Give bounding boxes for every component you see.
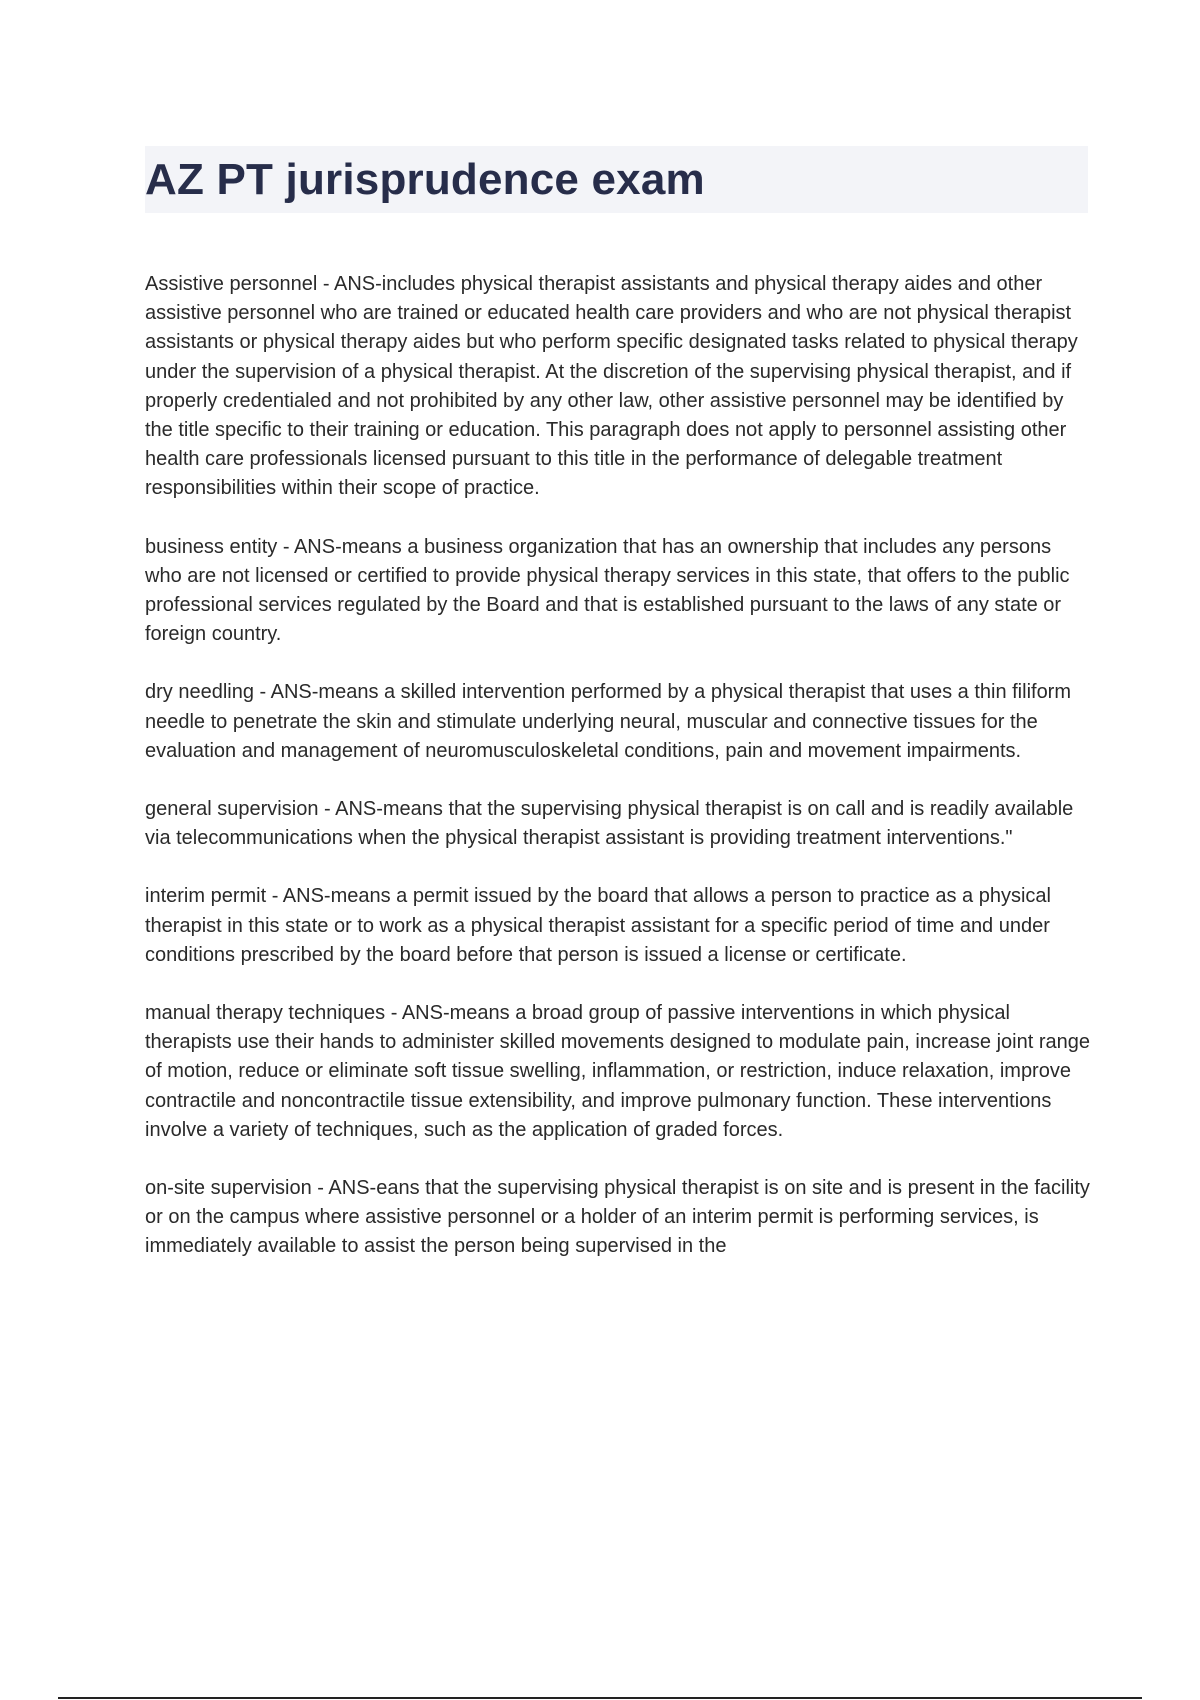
page-title: AZ PT jurisprudence exam xyxy=(145,155,705,204)
definition-on-site-supervision: on-site supervision - ANS-eans that the supervising physical therapist is on site and is present in the facility or on the campus where assistive personnel or a holder of an interim permit is performing services, is immediately available to assist the person being supervised in the xyxy=(145,1177,1090,1258)
definition-general-supervision: general supervision - ANS-means that the supervising physical therapist is on call and is readily available via telecommunications when the physical therapist assistant is providing treatment interventions." xyxy=(145,798,1074,850)
definition-business-entity: business entity - ANS-means a business organization that has an ownership that includes any persons who are not licensed or certified to provide physical therapy services in this state, that offers to the public professional services regulated by the Board and that is established pursuant to the laws of any state or foreign country. xyxy=(145,535,1070,646)
page-bottom-divider xyxy=(58,1697,1142,1699)
definition-list xyxy=(145,270,1090,1291)
definition-dry-needling: dry needling - ANS-means a skilled intervention performed by a physical therapist that uses a thin filiform needle to penetrate the skin and stimulate underlying neural, muscular and connective tissues for the evaluation and management of neuromusculoskeletal conditions, pain and movement impairments. xyxy=(145,681,1072,762)
definition-manual-therapy-techniques: manual therapy techniques - ANS-means a broad group of passive interventions in which physical therapists use their hands to administer skilled movements designed to modulate pain, increase joint range of motion, reduce or eliminate soft tissue swelling, inflammation, or restriction, induce relaxation, improve contractile and noncontractile tissue extensibility, and improve pulmonary function. These interventions involve a variety of techniques, such as the application of graded forces. xyxy=(145,1002,1090,1141)
definition-interim-permit: interim permit - ANS-means a permit issued by the board that allows a person to practice as a physical therapist in this state or to work as a physical therapist assistant for a specific period of time and under conditions prescribed by the board before that person is issued a license or certificate. xyxy=(145,885,1051,966)
definition-assistive-personnel: Assistive personnel - ANS-includes physical therapist assistants and physical therapy aides and other assistive personnel who are trained or educated health care providers and who are not physical therapist assistants or physical therapy aides but who perform specific designated tasks related to physical therapy under the supervision of a physical therapist. At the discretion of the supervising physical therapist, and if properly credentialed and not prohibited by any other law, other assistive personnel may be identified by the title specific to their training or education. This paragraph does not apply to personnel assisting other health care professionals licensed pursuant to this title in the performance of delegable treatment responsibilities within their scope of practice. xyxy=(145,273,1078,500)
